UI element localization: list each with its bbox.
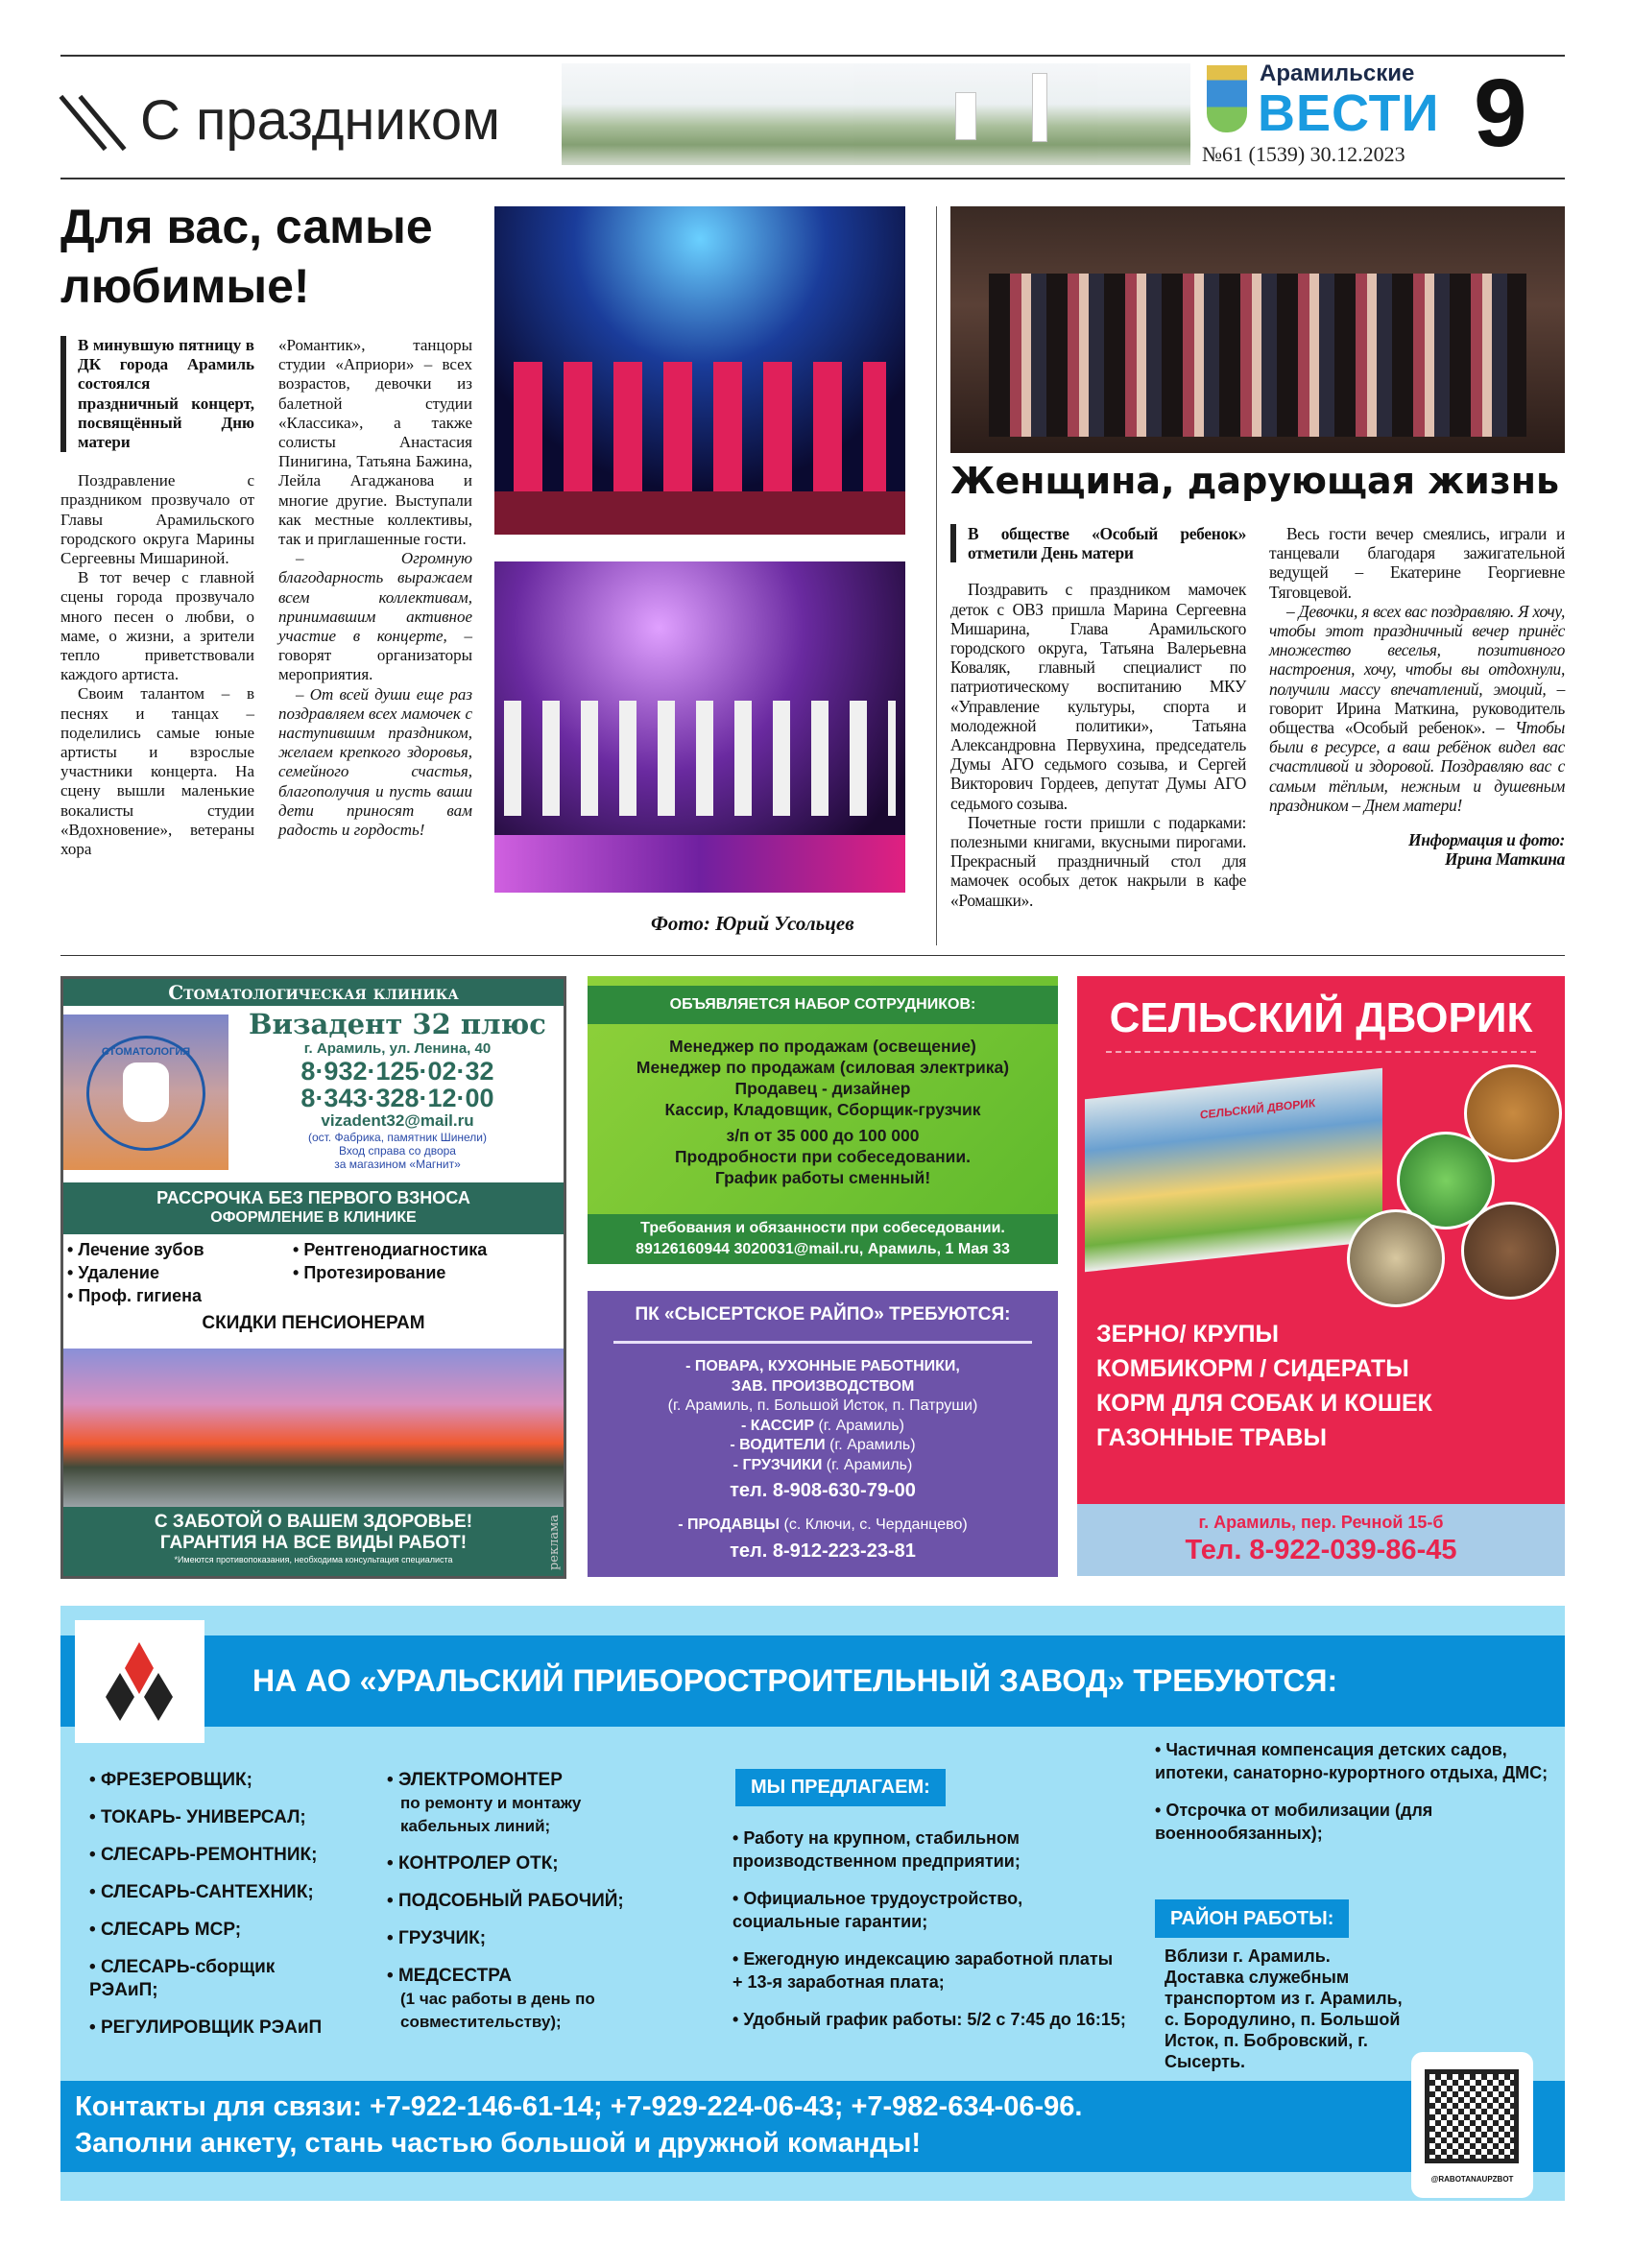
raipo-item: - ПРОДАВЦЫ (с. Ключи, с. Черданцево) [678,1516,968,1533]
paper-name-small: Арамильские [1260,60,1415,86]
green-note: Продробности при собеседовании. [674,1147,972,1166]
services-list [67,1238,557,1307]
qr-label: @RABOTANAUPZBOT [1430,2175,1514,2184]
concert-photo-children [494,561,905,893]
slogan: С ЗАБОТОЙ О ВАШЕМ ЗДОРОВЬЕ! [154,1512,473,1532]
product-item: ГАЗОННЫЕ ТРАВЫ [1096,1424,1327,1451]
service-item: • Протезирование [293,1263,446,1282]
jobs-list-1 [89,1769,358,2054]
photo-credit: Фото: Юрий Усольцев [651,912,854,935]
paragraph: – говорит Ирина Маткина, руководитель общества «Особый ребенок». [1269,679,1565,738]
salary: з/п от 35 000 до 100 000 [726,1126,920,1145]
job-item: Менеджер по продажам (освещение) [669,1037,976,1056]
paper-name-big: ВЕСТИ [1258,84,1440,142]
issue-info: №61 (1539) 30.12.2023 [1202,142,1405,166]
product-item: КОМБИКОРМ / СИДЕРАТЫ [1096,1355,1409,1382]
job-item: • ЭЛЕКТРОМОНТЕР по ремонту и монтажу кабельных линий; [387,1769,656,1838]
offer-item: • Официальное трудоустройство, социальные гарантии; [732,1887,1126,1933]
dental-clinic-ad [60,976,566,1579]
dental-logo [63,1015,228,1170]
articles-rule [60,955,1565,956]
installment-text: ОФОРМЛЕНИЕ В КЛИНИКЕ [210,1209,417,1226]
clinic-email: vizadent32@mail.ru [321,1111,474,1130]
product-list [1096,1317,1432,1455]
header-rule [60,178,1565,179]
section-title: С праздником [140,89,501,152]
group-photo [950,206,1565,453]
header-banner-photo [562,63,1190,165]
clinic-note: за магазином «Магнит» [334,1158,461,1171]
job-item: • СЛЕСАРЬ-РЕМОНТНИК; [89,1844,358,1867]
green-contacts: 89126160944 3020031@mail.ru, Арамиль, 1 Мая 33 [636,1241,1010,1257]
green-footer-text: Требования и обязанности при собеседовании. [640,1220,1005,1236]
service-item: • Рентгенодиагностика [293,1240,488,1259]
green-title: ОБЪЯВЛЯЕТСЯ НАБОР СОТРУДНИКОВ: [588,986,1058,1024]
tooth-icon [123,1062,169,1122]
coat-of-arms-icon [1207,65,1247,132]
signature [1269,830,1565,869]
benefit-item: • Частичная компенсация детских садов, ипотеки, санаторно-курортного отдыха, ДМС; [1155,1738,1558,1784]
raipo-title: ПК «СЫСЕРТСКОЕ РАЙПО» ТРЕБУЮТСЯ: [635,1304,1011,1325]
paragraph: Поздравление с праздником прозвучало от Главы Арамильского городского округа Марины Сергеевны Мишариной. [60,471,254,568]
shop-title: СЕЛЬСКИЙ ДВОРИК [1109,994,1533,1041]
job-item: • МЕДСЕСТРА (1 час работы в день по совместительству); [387,1965,656,2034]
clinic-address: г. Арамиль, ул. Ленина, 40 [303,1040,492,1057]
shop-phone: Тел. 8-922-039-86-45 [1185,1535,1457,1565]
product-item: ЗЕРНО/ КРУПЫ [1096,1321,1280,1348]
article2-title: Женщина, дарующая жизнь [950,460,1560,502]
article2-lead: В обществе «Особый ребенок» отметили День матери [950,524,1246,562]
service-item: • Проф. гигиена [67,1286,203,1305]
shop-photo [1085,1068,1382,1273]
section-header [63,88,500,153]
shop-footer [1077,1504,1565,1576]
sacks-icon [1347,1209,1445,1307]
ural-plant-ad [60,1606,1565,2201]
benefits-list [1155,1738,1558,1859]
ad-mark: реклама [547,1515,562,1571]
job-item: • ТОКАРЬ- УНИВЕРСАЛ; [89,1806,358,1829]
article1-col1 [60,336,254,859]
installment-bar [63,1182,564,1234]
raipo-item: ЗАВ. ПРОИЗВОДСТВОМ [731,1377,915,1395]
page-number: 9 [1474,60,1527,167]
seeds-icon [1461,1202,1559,1300]
job-item: • СЛЕСАРЬ-сборщик РЭАиП; [89,1956,281,2002]
shop-sign: СЕЛЬСКИЙ ДВОРИК [1200,1096,1316,1122]
shop-address: г. Арамиль, пер. Речной 15-б [1198,1513,1444,1532]
hiring-ad-green [588,976,1058,1264]
paragraph: В тот вечер с главной сцены города прозвучало много песен о любви, о маме, о жизни, а зрители тепло приветствовали каждого артиста. [60,568,254,684]
paragraph: Почетные гости пришли с подарками: полезными книгами, вкусными пирогами. Прекрасный праздничный стол для мамочек особых деток накрыли в кафе «Ромашки». [950,812,1246,910]
service-item: • Лечение зубов [67,1240,204,1259]
disclaimer: *Имеются противопоказания, необходима консультация специалиста [174,1555,453,1564]
quote: – Огромную благодарность выражаем всем коллективам, принимавшим активное участие в концерте, [278,549,472,646]
clinic-note: Вход справа со двора [339,1144,456,1158]
paragraph: Своим талантом – в песнях и танцах – поделились самые юные артисты и взрослые участники концерта. На сцену вышли маленькие вокалисты студии «Вдохновение», ветераны хора [60,684,254,859]
divider [613,1341,1032,1344]
contacts-text: Контакты для связи: +7-922-146-61-14; +7-929-224-06-43; +7-982-634-06-96. [75,2091,1083,2122]
raipo-item: - ВОДИТЕЛИ (г. Арамиль) [730,1437,916,1453]
slogan: ГАРАНТИЯ НА ВСЕ ВИДЫ РАБОТ! [159,1533,468,1553]
offers-list [732,1826,1126,2045]
clinic-name: Визадент 32 плюс [249,1008,546,1040]
divider [1106,1051,1536,1053]
job-item: • КОНТРОЛЕР ОТК; [387,1852,656,1875]
top-rule [60,55,1565,57]
offer-item: • Удобный график работы: 5/2 с 7:45 до 16:15; [732,2008,1126,2031]
green-note: График работы сменный! [714,1168,931,1187]
plant-logo [75,1620,204,1743]
paragraph: – говорят организаторы мероприятия. [278,627,472,684]
benefit-item: • Отсрочка от мобилизации (для военнообязанных); [1155,1799,1558,1845]
article1-lead: В минувшую пятницу в ДК города Арамиль состоялся праздничный концерт, посвящённый Дню матери [60,336,254,452]
raipo-list [588,1357,1058,1563]
clinic-note: (ост. Фабрика, памятник Шинели) [307,1131,488,1144]
dental-top-bar: Стоматологическая клиника [63,979,564,1006]
job-item: Кассир, Кладовщик, Сборщик-грузчик [664,1100,981,1119]
clinic-phone: 8·932·125·02·32 [300,1057,494,1086]
raipo-ad [588,1291,1058,1577]
quote: – От всей души еще раз поздравляем всех мамочек с наступившим праздником, желаем крепкого здоровья, семейного счастья, благополучия и пусть ваши дети приносят вам радость и гордость! [278,684,472,840]
contacts-bar [60,2081,1565,2172]
paragraph: Поздравить с праздником мамочек деток с ОВЗ пришла Марина Сергеевна Мишарина, Глава Арамильского городского округа, Татьяна Валерьевна Коваляк, главный специалист по патриотическому воспитанию МКУ «Управление культуры, спорта и молодежной политики», Татьяна Александровна Первухина, председатель Думы АГО седьмого созыва, и Сергей Викторович Гордеев, депутат Думы АГО седьмого созыва. [950,580,1246,813]
raipo-item: - ПОВАРА, КУХОННЫЕ РАБОТНИКИ, [685,1358,960,1374]
area-title: РАЙОН РАБОТЫ: [1155,1899,1349,1938]
article1-col2 [278,336,472,840]
slashes-icon [63,92,123,150]
discount-text: СКИДКИ ПЕНСИОНЕРАМ [202,1313,425,1333]
qr-code[interactable] [1411,2052,1533,2198]
product-item: КОРМ ДЛЯ СОБАК И КОШЕК [1096,1390,1432,1417]
qr-icon [1425,2069,1519,2163]
monument-photo [63,1349,564,1507]
raipo-item: - КАССИР (г. Арамиль) [741,1417,904,1434]
installment-text: РАССРОЧКА БЕЗ ПЕРВОГО ВЗНОСА [156,1188,470,1207]
jobs-list-2 [387,1769,656,2048]
dental-logo-text: СТОМАТОЛОГИЯ [86,1036,205,1151]
concert-photo-dancers [494,206,905,535]
job-item: Продавец - дизайнер [734,1079,911,1098]
newspaper-logo [1202,61,1461,169]
slogan-bar [63,1507,564,1576]
raipo-item: - ГРУЗЧИКИ (г. Арамиль) [732,1456,913,1473]
job-item: • ПОДСОБНЫЙ РАБОЧИЙ; [387,1890,656,1913]
offer-title: МЫ ПРЕДЛАГАЕМ: [735,1769,946,1806]
job-list [588,1036,1058,1188]
signature-name: Ирина Маткина [1445,849,1565,870]
column-divider [936,206,937,945]
green-footer [588,1214,1058,1264]
service-item: • Удаление [67,1263,159,1282]
paragraph: Весь гости вечер смеялись, играли и танцевали благодаря зажигательной ведущей – Екатерине Георгиевне Тяговцевой. [1269,524,1565,602]
quote: – Девочки, я всех вас поздравляю. Я хочу, чтобы этот праздничный вечер принёс множество веселья, позитивного настроения, хочу, чтобы вы отдохнули, получили массу впечатлений, эмоций, [1269,601,1565,699]
diamonds-icon [75,1620,204,1743]
ural-title: НА АО «УРАЛЬСКИЙ ПРИБОРОСТРОИТЕЛЬНЫЙ ЗАВОД» ТРЕБУЮТСЯ: [252,1663,1338,1698]
raipo-phone: тел. 8-912-223-23-81 [730,1540,916,1562]
dental-contacts [234,1008,561,1171]
clinic-phone: 8·343·328·12·00 [300,1084,494,1112]
article2-col1 [950,524,1246,910]
signature-label: Информация и фото: [1408,830,1565,850]
offer-item: • Работу на крупном, стабильном производственном предприятии; [732,1826,1126,1873]
selsky-dvorik-ad [1077,976,1565,1576]
raipo-phone: тел. 8-908-630-79-00 [730,1480,916,1501]
job-item: • СЛЕСАРЬ МСР; [89,1919,358,1942]
quote: – Чтобы были в ресурсе, а ваш ребёнок видел вас счастливой и здоровой. Поздравляю вас с самым тёплым, нежным и душевным праздником – Днем матери! [1269,718,1565,815]
cta-text: Заполни анкету, стань частью большой и дружной команды! [75,2128,922,2159]
article1-title: Для вас, самые любимые! [60,200,433,313]
area-text: Вблизи г. Арамиль. Доставка служебным транспортом из г. Арамиль, с. Бородулино, п. Большой Исток, п. Бобровский, г. Сысерть. [1165,1946,1403,2071]
job-item: • РЕГУЛИРОВЩИК РЭАиП [89,2017,358,2040]
job-item: • СЛЕСАРЬ-САНТЕХНИК; [89,1881,358,1904]
ural-title-bar [60,1635,1565,1727]
job-item: • ГРУЗЧИК; [387,1927,656,1950]
offer-item: • Ежегодную индексацию заработной платы + 13-я заработная плата; [732,1947,1126,1993]
paragraph: «Романтик», танцоры студии «Априори» – всех возрастов, девочки из балетной студии «Классика», а также солисты Анастасия Пинигина, Татьяна Бажина, Лейла Агаджанова и многие другие. Выступали как местные коллективы, так и приглашенные гости. [278,336,472,549]
job-item: • ФРЕЗЕРОВЩИК; [89,1769,358,1792]
article2-col2 [1269,524,1565,869]
raipo-location: (г. Арамиль, п. Большой Исток, п. Патруши) [667,1397,978,1414]
job-item: Менеджер по продажам (силовая электрика) [636,1058,1010,1077]
